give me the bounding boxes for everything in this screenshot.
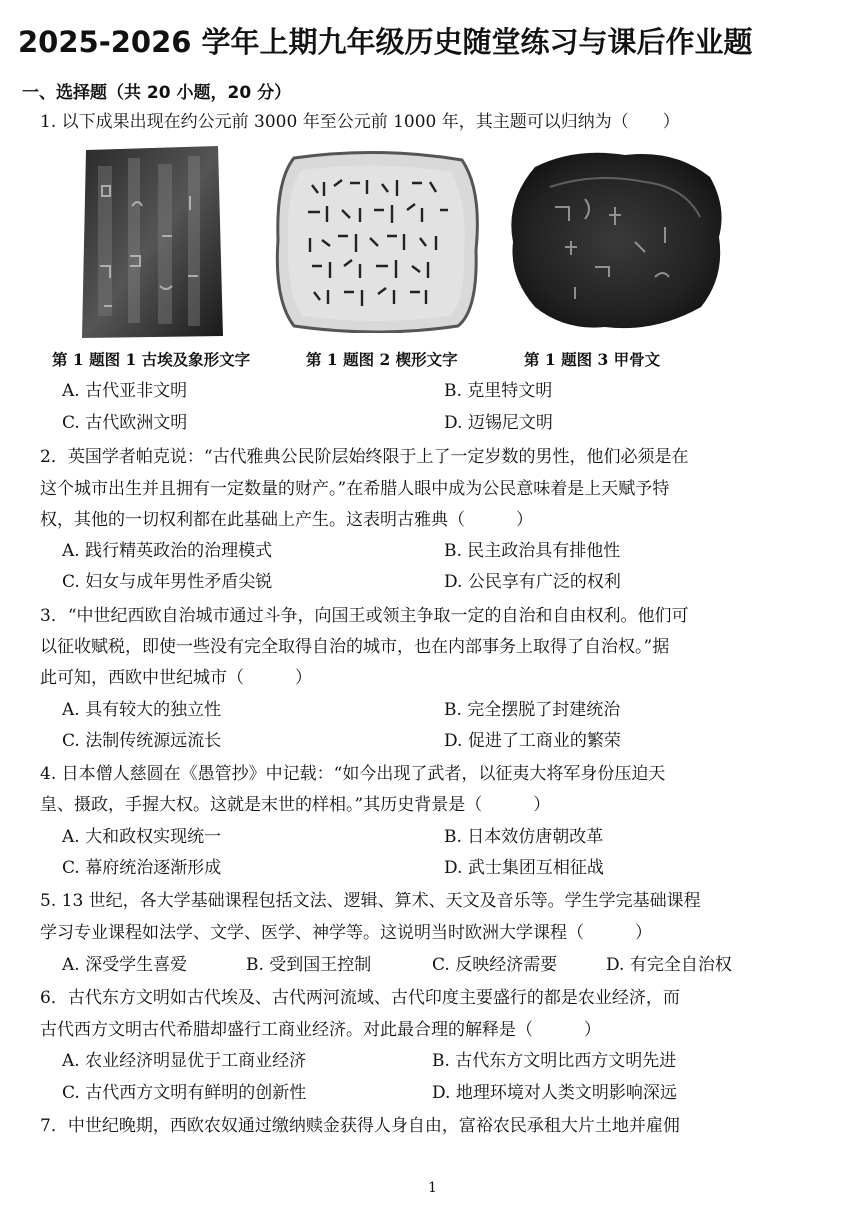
q2-line-3: 权，其他的一切权利都在此基础上产生。这表明古雅典（ ） — [40, 510, 533, 530]
q2-line-2: 这个城市出生并且拥有一定数量的财产。”在希腊人眼中成为公民意味着是上天赋予特 — [40, 479, 670, 499]
q5-option-c: C. 反映经济需要 — [432, 955, 558, 975]
q4-option-a: A. 大和政权实现统一 — [62, 827, 222, 847]
q5-option-d: D. 有完全自治权 — [606, 955, 732, 975]
q6-option-c: C. 古代西方文明有鲜明的创新性 — [62, 1083, 307, 1103]
q1-figures — [0, 143, 868, 343]
q2-line-1: 2．英国学者帕克说：“古代雅典公民阶层始终限于上了一定岁数的男性，他们必须是在 — [40, 447, 689, 467]
q3-option-c: C. 法制传统源远流长 — [62, 731, 222, 751]
figure-caption-2: 第 1 题图 2 楔形文字 — [306, 350, 458, 369]
q2-option-d: D. 公民享有广泛的权利 — [444, 572, 621, 592]
q4-option-d: D. 武士集团互相征战 — [444, 858, 604, 878]
q4-option-b: B. 日本效仿唐朝改革 — [444, 827, 604, 847]
q1-option-c: C. 古代欧洲文明 — [62, 413, 188, 433]
q3-line-1: 3．“中世纪西欧自治城市通过斗争，向国王或领主争取一定的自治和自由权利。他们可 — [40, 606, 689, 626]
q6-option-b: B. 古代东方文明比西方文明先进 — [432, 1051, 677, 1071]
q3-line-3: 此可知，西欧中世纪城市（ ） — [40, 668, 312, 688]
q7-line-1: 7．中世纪晚期，西欧农奴通过缴纳赎金获得人身自由，富裕农民承租大片土地并雇佣 — [40, 1116, 680, 1136]
oracle-bone-image — [505, 147, 727, 333]
q3-option-d: D. 促进了工商业的繁荣 — [444, 731, 621, 751]
q5-line-2: 学习专业课程如法学、文学、医学、神学等。这说明当时欧洲大学课程（ ） — [40, 923, 652, 943]
q3-option-a: A. 具有较大的独立性 — [62, 700, 222, 720]
q5-option-b: B. 受到国王控制 — [246, 955, 372, 975]
q2-option-b: B. 民主政治具有排他性 — [444, 541, 621, 561]
q6-option-a: A. 农业经济明显优于工商业经济 — [62, 1051, 307, 1071]
cuneiform-tablet-image — [272, 150, 482, 333]
q5-option-a: A. 深受学生喜爱 — [62, 955, 188, 975]
q2-option-a: A. 践行精英政治的治理模式 — [62, 541, 273, 561]
q6-line-2: 古代西方文明古代希腊却盛行工商业经济。对此最合理的解释是（ ） — [40, 1020, 601, 1040]
q6-option-d: D. 地理环境对人类文明影响深远 — [432, 1083, 677, 1103]
q2-option-c: C. 妇女与成年男性矛盾尖锐 — [62, 572, 273, 592]
figure-caption-3: 第 1 题图 3 甲骨文 — [524, 350, 661, 369]
q4-option-c: C. 幕府统治逐渐形成 — [62, 858, 222, 878]
q1-stem: 1. 以下成果出现在约公元前 3000 年至公元前 1000 年，其主题可以归纳为（ ） — [40, 112, 680, 132]
page-title: 2025-2026 学年上期九年级历史随堂练习与课后作业题 — [18, 25, 753, 59]
q5-line-1: 5. 13 世纪，各大学基础课程包括文法、逻辑、算术、天文及音乐等。学生学完基础课程 — [40, 891, 701, 911]
page-number: 1 — [428, 1180, 437, 1196]
section-heading: 一、选择题（共 20 小题，20 分） — [22, 83, 292, 103]
q1-option-a: A. 古代亚非文明 — [62, 381, 188, 401]
figure-caption-1: 第 1 题图 1 古埃及象形文字 — [52, 350, 251, 369]
q6-line-1: 6．古代东方文明如古代埃及、古代两河流域、古代印度主要盛行的都是农业经济，而 — [40, 988, 680, 1008]
q1-option-b: B. 克里特文明 — [444, 381, 553, 401]
q1-option-d: D. 迈锡尼文明 — [444, 413, 553, 433]
q4-line-1: 4. 日本僧人慈圆在《愚管抄》中记载：“如今出现了武者，以征夷大将军身份压迫天 — [40, 764, 666, 784]
q4-line-2: 皇、摄政，手握大权。这就是末世的样相。”其历史背景是（ ） — [40, 795, 551, 815]
egyptian-hieroglyph-image — [80, 146, 223, 338]
q3-line-2: 以征收赋税，即使一些没有完全取得自治的城市，也在内部事务上取得了自治权。”据 — [40, 637, 670, 657]
q3-option-b: B. 完全摆脱了封建统治 — [444, 700, 621, 720]
